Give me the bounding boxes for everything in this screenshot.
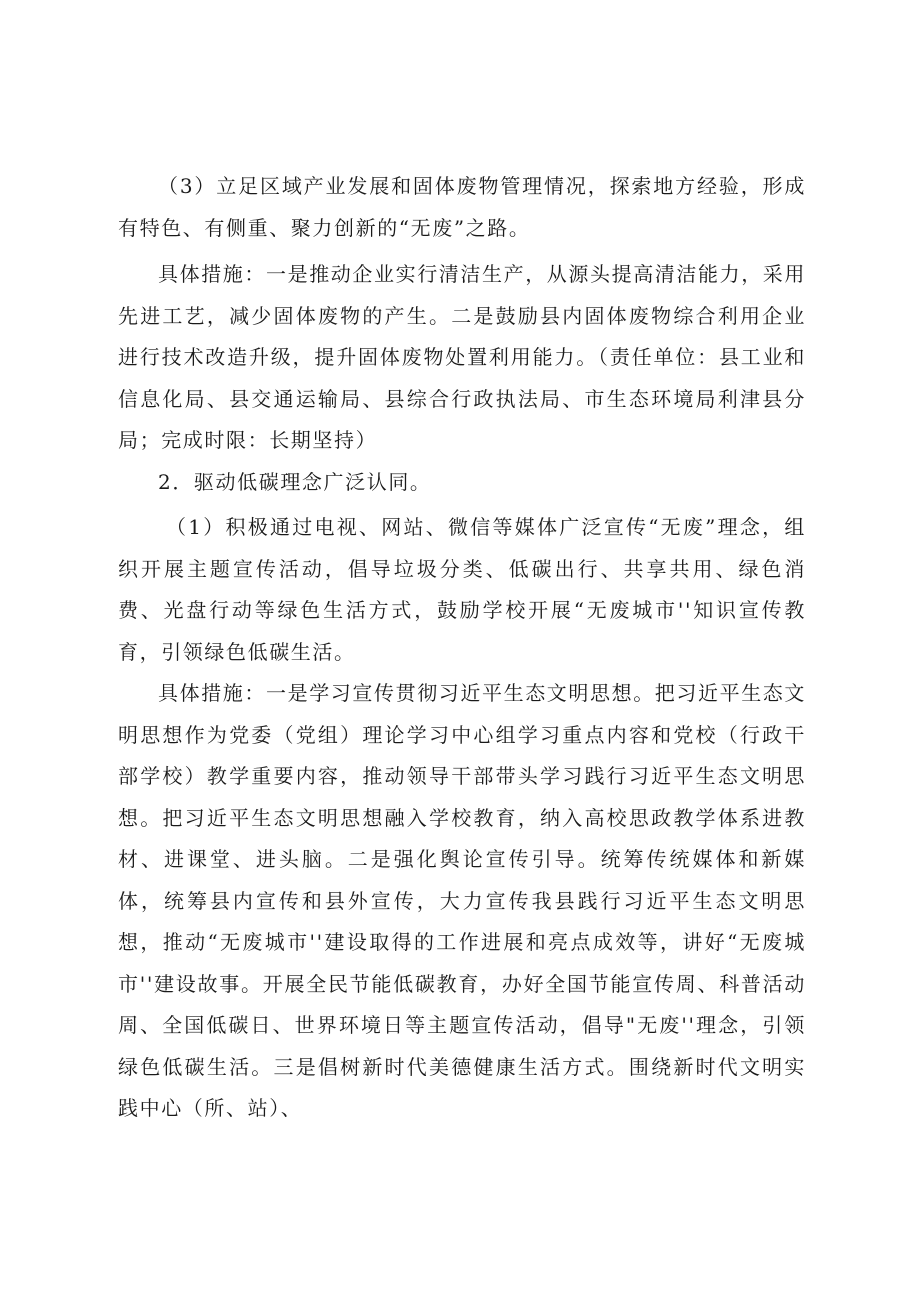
paragraph-measures-2: 具体措施：一是学习宣传贯彻习近平生态文明思想。把习近平生态文明思想作为党委（党组）理论学习中心组学习重点内容和党校（行政干部学校）教学重要内容，推动领导干部带头学习践行习近平生态文明思想。把习近平生态文明思想融入学校教育，纳入高校思政教学体系进教材、进课堂、进头脑。二是强化舆论宣传引导。统筹传统媒体和新媒体，统筹县内宣传和县外宣传，大力宣传我县践行习近平生态文明思想，推动“无废城市''建设取得的工作进展和亮点成效等，讲好“无废城市''建设故事。开展全民节能低碳教育，办好全国节能宣传周、科普活动周、全国低碳日、世界环境日等主题宣传活动，倡导"无废''理念，引领绿色低碳生活。三是倡树新时代美德健康生活方式。围绕新时代文明实践中心（所、站）、 bbox=[118, 681, 806, 1120]
document-body bbox=[118, 166, 806, 1130]
section-heading: 2．驱动低碳理念广泛认同。 bbox=[158, 469, 432, 494]
paragraph-measures-1: 具体措施：一是推动企业实行清洁生产，从源头提高清洁能力，采用先进工艺，减少固体废物的产生。二是鼓励县内固体废物综合利用企业进行技术改造升级，提升固体废物处置利用能力。（责任单位：县工业和信息化局、县交通运输局、县综合行政执法局、市生态环境局利津县分局；完成时限：长期坚持） bbox=[118, 262, 806, 452]
paragraph-item-1: （1）积极通过电视、网站、微信等媒体广泛宣传“无废”理念，组织开展主题宣传活动，倡导垃圾分类、低碳出行、共享共用、绿色消费、光盘行动等绿色生活方式，鼓励学校开展“无废城市''知识宣传教育，引领绿色低碳生活。 bbox=[118, 515, 806, 664]
paragraph-item-3: （3）立足区域产业发展和固体废物管理情况，探索地方经验，形成有特色、有侧重、聚力创新的“无废”之路。 bbox=[118, 174, 806, 240]
